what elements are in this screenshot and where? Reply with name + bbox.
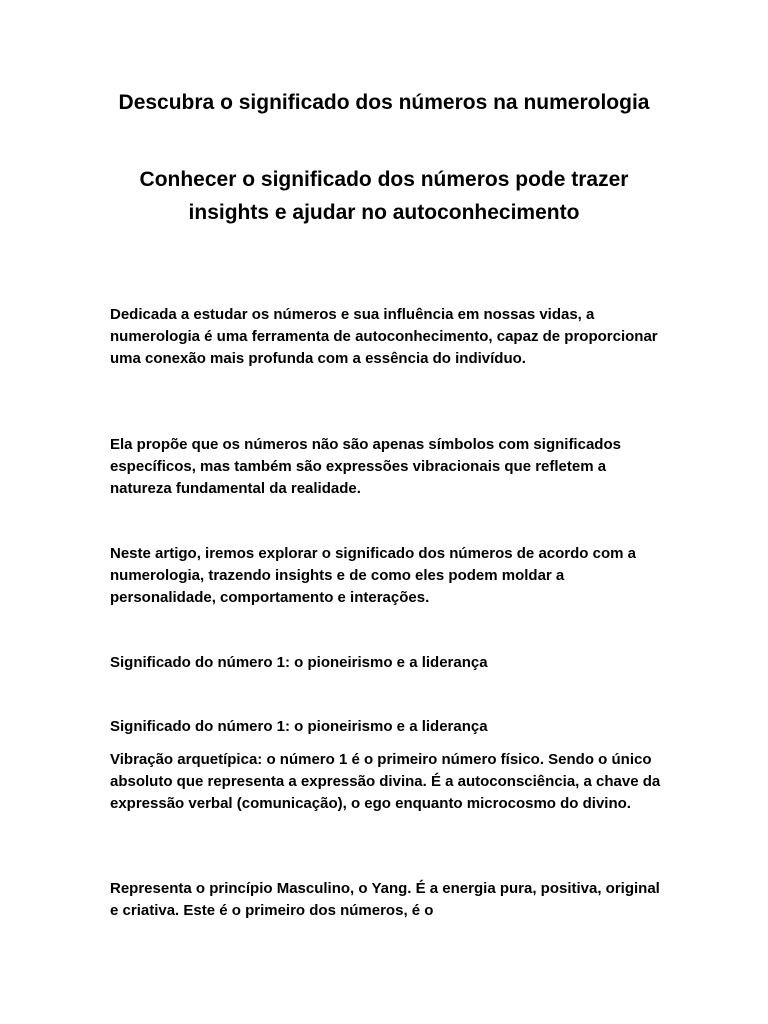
paragraph-masculine-principle: Representa o princípio Masculino, o Yang. É a energia pura, positiva, original e criativa. Este é o primeiro dos números, é o	[110, 880, 660, 919]
paragraph-article-scope: Neste artigo, iremos explorar o significado dos números de acordo com a numerologia, trazendo insights e de como eles podem moldar a personalidade, comportamento e interações.	[110, 545, 636, 606]
section-heading-number-1-repeat: Significado do número 1: o pioneirismo e a liderança	[110, 718, 488, 735]
paragraph-intro: Dedicada a estudar os números e sua influência em nossas vidas, a numerologia é uma ferramenta de autoconhecimento, capaz de proporcionar uma conexão mais profunda com a essência do indivíduo.	[110, 306, 658, 367]
section-heading-number-1: Significado do número 1: o pioneirismo e a liderança	[110, 654, 488, 671]
paragraph-proposal: Ela propõe que os números não são apenas símbolos com significados específicos, mas também são expressões vibracionais que refletem a natureza fundamental da realidade.	[110, 436, 621, 497]
paragraph-archetypal-vibration: Vibração arquetípica: o número 1 é o primeiro número físico. Sendo o único absoluto que representa a expressão divina. É a autoconsciência, a chave da expressão verbal (comunicação), o ego enquanto microcosmo do divino.	[110, 751, 661, 812]
document-subtitle: Conhecer o significado dos números pode trazer insights e ajudar no autoconhecimento	[139, 168, 629, 224]
document-title: Descubra o significado dos números na numerologia	[118, 91, 650, 114]
